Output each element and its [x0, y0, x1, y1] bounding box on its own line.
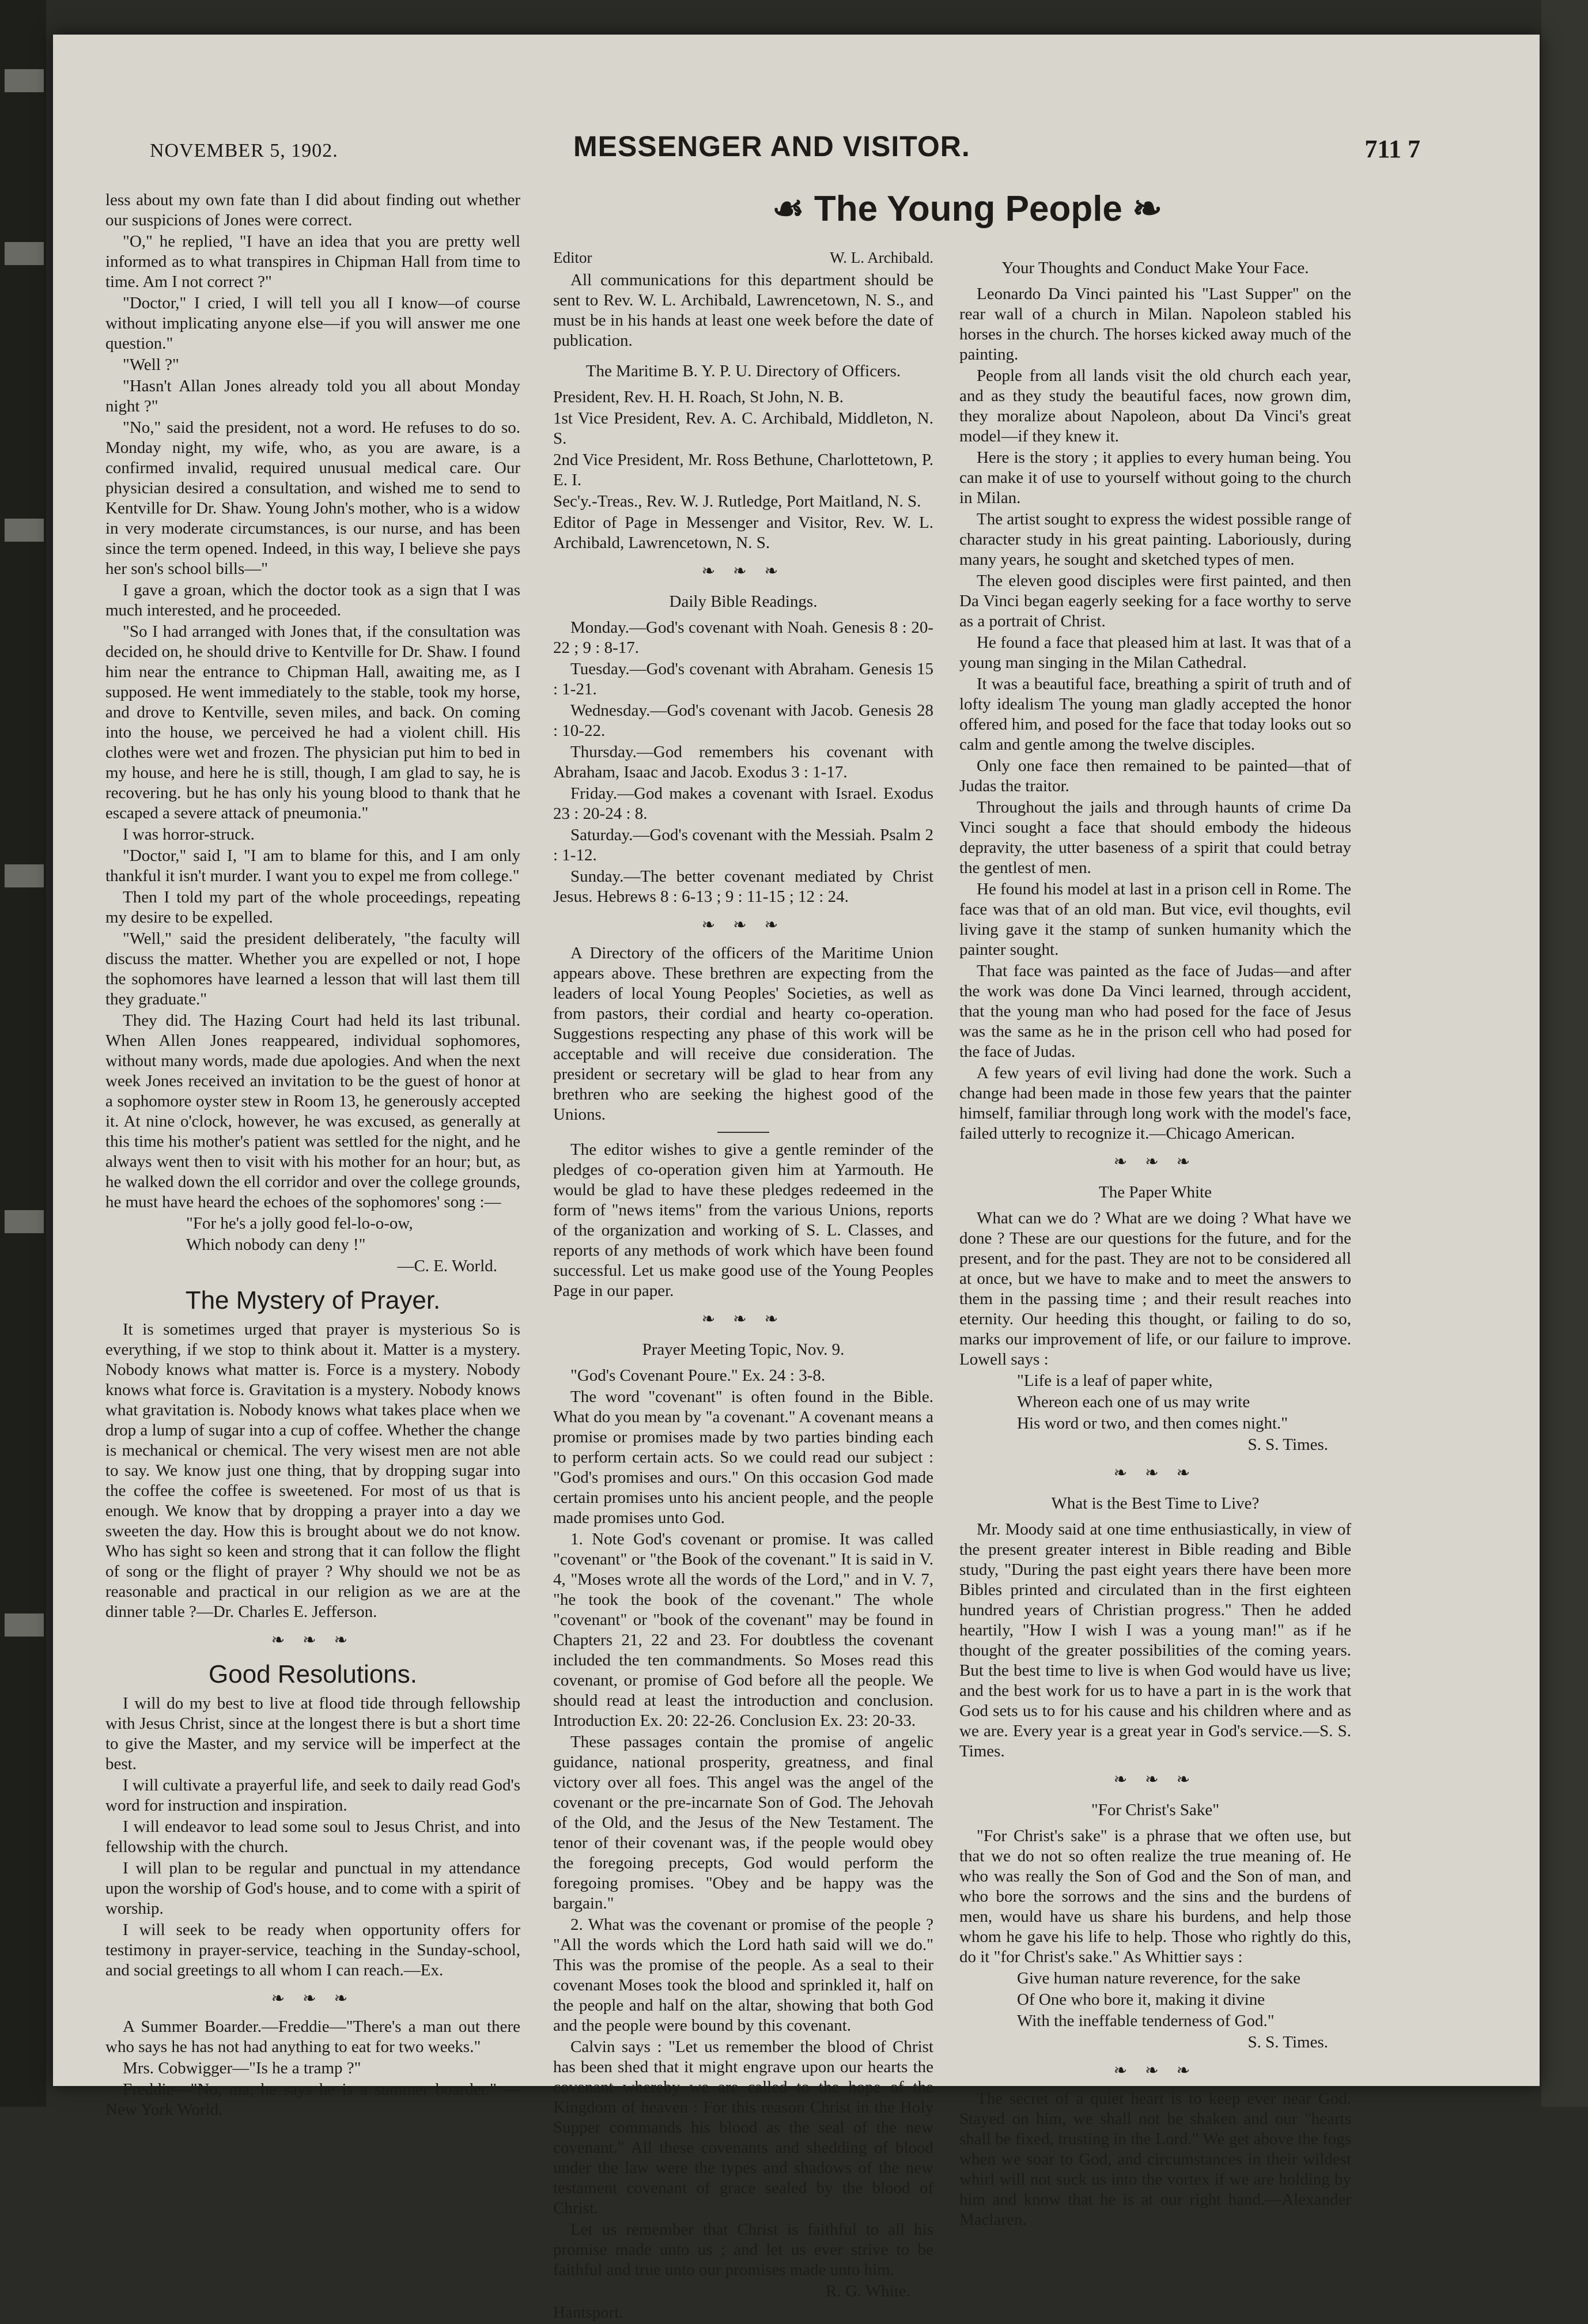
mystery-paragraph: It is sometimes urged that prayer is mysterious So is everything, if we stop to think about it. Matter is a mystery. Nobody knows what matter is. Force is a mystery. Nobody knows what force is. Gravitation is a mystery. Nobody knows what gravitation is. Nobody knows what takes place when we drop a lump of sugar into a cup of coffee. Whether the change is mechanical or chemical. The very wisest men are not able to say. We know just one thing, that by dropping sugar into the coffee the coffee is sweetened. For most of us that is enough. We know that by dropping a prayer into a day we sweeten the day. How this is brought about we do not know. Who has sight so keen and strong that it can follow the flight of song or the flight of prayer ? Why should we not be as reasonable and practical in our religion as we are at the dinner table ?—Dr. Charles E. Jefferson.	[105, 1320, 520, 1621]
live-heading: What is the Best Time to Live?	[1051, 1494, 1260, 1513]
face-paragraph: That face was painted as the face of Judas—and after the work was done Da Vinci learned, through accident, that the young man who had posed for the face of Jesus was the same as he in the prison cell who had posed for the face of Judas.	[959, 962, 1351, 1061]
face-paragraph: It was a beautiful face, breathing a spirit of truth and of lofty idealism The young man gladly accepted the honor offered him, and posed for the face that today looks out so calm and gentle among the twelve disciples.	[959, 675, 1351, 754]
paragraph: "So I had arranged with Jones that, if the consultation was decided on, he should drive to Kentville for Dr. Shaw. I found him near the entrance to Chipman Hall, awaiting me, as I supposed. He went immediately to the stable, took my horse, and drove to Kentville, seven miles, and back. On coming into the house, we perceived he had a violent chill. His clothes were wet and frozen. The physician put him to bed in my house, and here he is still, though, I am glad to say, he is recovering. but he has only his young blood to thank that he escaped a severe attack of pneumonia."	[105, 622, 520, 822]
paragraph: I gave a groan, which the doctor took as a sign that I was much interested, and he proceeded.	[105, 581, 520, 619]
face-paragraph: Throughout the jails and through haunts of crime Da Vinci sought a face that should embody the hideous depravity, the utter baseness of a spirit that could betray the gentlest of men.	[959, 798, 1351, 877]
reading: Wednesday.—God's covenant with Jacob. Genesis 28 : 10-22.	[553, 701, 933, 740]
boarder-paragraph: Freddie—"No, ma, he says he is a summer boarder." —New York World.	[105, 2080, 520, 2119]
sake-paragraph: "For Christ's sake" is a phrase that we often use, but that we do not so often realize the true meaning of. He who was really the Son of God and the Son of man, and who bore the sorrows and the sins and the burdens of men, would have us share his burdens, and help those whom he gave his life to help. Those who rightly do this, do it "for Christ's sake." As Whittier says :	[959, 1827, 1351, 1966]
leaf-ornament-right: ❧	[1132, 189, 1163, 229]
paragraph: "Well ?"	[123, 356, 179, 374]
editor-line	[553, 248, 933, 268]
prayer-paragraph: The word "covenant" is often found in the Bible. What do you mean by "a covenant." A covenant means a promise or promises made by two parties binding each to perform certain acts. So we could read our subject : "God's promises and ours." On this occasion God made certain promises unto his ancient people, and the people made promises unto God.	[553, 1388, 933, 1527]
face-paragraph: The eleven good disciples were first painted, and then Da Vinci began eagerly seeking for a face worthy to serve as a portrait of Christ.	[959, 572, 1351, 630]
page-header	[95, 130, 1420, 170]
reading: Sunday.—The better covenant mediated by Christ Jesus. Hebrews 8 : 6-13 ; 9 : 11-15 ; 12 : 24.	[553, 867, 933, 906]
face-paragraph: He found his model at last in a prison cell in Rome. The face was that of an old man. But vice, evil thoughts, evil living gave it the stamp of sunken humanity which the painter sought.	[959, 880, 1351, 959]
boarder-paragraph: A Summer Boarder.—Freddie—"There's a man out there who says he has not had anything to eat for two weeks."	[105, 2017, 520, 2056]
divider	[717, 1132, 769, 1133]
prayer-topic-heading: Prayer Meeting Topic, Nov. 9.	[642, 1340, 845, 1359]
face-paragraph: Only one face then remained to be painted—that of Judas the traitor.	[959, 757, 1351, 795]
signature: —C. E. World.	[397, 1257, 497, 1275]
ornament: ❧ ❧ ❧	[1113, 2062, 1197, 2080]
paragraph: "No," said the president, not a word. He refuses to do so. Monday night, my wife, who, as you are aware, is a confirmed invalid, required unusual medical care. Our physician desired a consultation, and wished me to send to Kentville for Dr. Shaw. Young John's mother, who is a widow in very moderate circumstances, is our nurse, and has been since the term opened. Indeed, in this way, I believe she pays her son's school bills—"	[105, 418, 520, 578]
adjacent-page-strip	[0, 0, 46, 2107]
paragraph: "Well," said the president deliberately, "the faculty will discuss the matter. Whether you are expelled or not, I hope the sophomores have learned a lesson that will last them till they graduate."	[105, 929, 520, 1008]
ornament: ❧ ❧ ❧	[1113, 1153, 1197, 1171]
directory-entry: 1st Vice President, Rev. A. C. Archibald, Middleton, N. S.	[553, 409, 933, 448]
leaf-ornament-left: ☙	[772, 189, 804, 229]
directory-entry: President, Rev. H. H. Roach, St John, N. B.	[553, 388, 844, 406]
directory-entry: 2nd Vice President, Mr. Ross Bethune, Charlottetown, P. E. I.	[553, 451, 933, 489]
ornament: ❧ ❧ ❧	[271, 1631, 355, 1649]
editor-label: Editor	[553, 249, 592, 266]
masthead-title: MESSENGER AND VISITOR.	[573, 130, 970, 163]
paragraph: I was horror-struck.	[123, 825, 255, 844]
signature: S. S. Times.	[1247, 2033, 1328, 2051]
paragraph: "O," he replied, "I have an idea that you are pretty well informed as to what transpires in Chipman Hall from time to time. Am I not correct ?"	[105, 232, 520, 291]
reading: Monday.—God's covenant with Noah. Genesis 8 : 20-22 ; 9 : 8-17.	[553, 618, 933, 657]
intro-paragraph: All communications for this department should be sent to Rev. W. L. Archibald, Lawrencetown, N. S., and must be in his hands at least one week before the date of publication.	[553, 271, 933, 350]
prayer-topic-subtitle: "God's Covenant Poure." Ex. 24 : 3-8.	[570, 1366, 826, 1385]
directory-entry: Editor of Page in Messenger and Visitor, Rev. W. L. Archibald, Lawrencetown, N. S.	[553, 513, 933, 552]
mystery-heading: The Mystery of Prayer.	[185, 1286, 441, 1314]
page-number: 711 7	[1364, 135, 1420, 163]
resolution: I will endeavor to lead some soul to Jesus Christ, and into fellowship with the church.	[105, 1817, 520, 1856]
place-name: Hantsport.	[553, 2303, 623, 2322]
prayer-paragraph: 2. What was the covenant or promise of the people ? "All the words which the Lord hath said will we do." This was the promise of the people. As a seal to their covenant Moses took the blood and sprinkled it, half on the people and half on the altar, showing that both God and the people were bound by this covenant.	[553, 1915, 933, 2035]
face-paragraph: Here is the story ; it applies to every human being. You can make it of use to yourself without going to the church in Milan.	[959, 448, 1351, 507]
ornament: ❧ ❧ ❧	[1113, 1771, 1197, 1789]
issue-date: NOVEMBER 5, 1902.	[150, 140, 338, 161]
live-paragraph: Mr. Moody said at one time enthusiastically, in view of the present greater interest in Bible reading and Bible study, "During the past eight years there have been more Bibles printed and circulated than in the first eighteen hundred years of Christian progress." Then he added heartily, "How I wish I was a young man!" as if he thought of the greater possibilities of the coming years. But the best time to live is when God would have us live; and the best work for us to have a part in is the work that God sets us to for his cause and his children where and as we are. Every year is a great year in God's service.—S. S. Times.	[959, 1520, 1351, 1760]
prayer-paragraph: Calvin says : "Let us remember the blood of Christ has been shed that it might engrave upon our hearts the covenant whereby we are called to the hope of the Kingdom of heaven : For this reason Christ in the Holy Supper commands his blood as the seal of the new covenant." All these covenants and shedding of blood under the law were the types and shadows of the new testament covenant of grace sealed by the blood of Christ.	[553, 2038, 933, 2217]
directory-entry: Sec'y.-Treas., Rev. W. J. Rutledge, Port Maitland, N. S.	[553, 492, 921, 511]
ornament: ❧ ❧ ❧	[701, 916, 785, 934]
ornament: ❧ ❧ ❧	[1113, 1464, 1197, 1482]
paragraph: Then I told my part of the whole proceedings, repeating my desire to be expelled.	[105, 888, 520, 927]
reading: Tuesday.—God's covenant with Abraham. Genesis 15 : 1-21.	[553, 660, 933, 698]
reading: Friday.—God makes a covenant with Israel. Exodus 23 : 20-24 : 8.	[553, 784, 933, 823]
resolution: I will plan to be regular and punctual in my attendance upon the worship of God's house, and to come with a spirit of worship.	[105, 1859, 520, 1918]
prayer-paragraph: These passages contain the promise of angelic guidance, national prosperity, greatness, and final victory over all foes. This angel was the angel of the covenant or the pre-incarnate Son of God. The Jehovah of the Old, and the Jesus of the New Testament. The tenor of their covenant was, if the people would obey the foregoing precepts, God would perform the foregoing promises. "Obey and be happy was the bargain."	[553, 1733, 933, 1913]
face-heading: Your Thoughts and Conduct Make Your Face.	[1001, 259, 1309, 277]
prayer-paragraph: Let us remember that Christ is faithful to all his promise made unto us ; and let us ever strive to be faithful and true unto our promises made unto him.	[553, 2220, 933, 2279]
resolution: I will seek to be ready when opportunity offers for testimony in prayer-service, teaching in the Sunday-school, and social greetings to all whom I can reach.—Ex.	[105, 1921, 520, 1979]
sake-heading: "For Christ's Sake"	[1091, 1801, 1220, 1819]
boarder-paragraph: Mrs. Cobwigger—"Is he a tramp ?"	[123, 2059, 361, 2077]
pledge-note: The editor wishes to give a gentle reminder of the pledges of co-operation given him at Yarmouth. He would be glad to have these pledges redeemed in the form of "news items" from the various Unions, reports of the organization and working of S. L. Classes, and reports of any methods of work which have been found successful. Let us make good use of the Young Peoples Page in our paper.	[553, 1140, 933, 1300]
signature: R. G. White.	[826, 2282, 910, 2300]
verse-line: His word or two, and then comes night."	[1017, 1414, 1288, 1433]
verse-line: Which nobody can deny !"	[186, 1235, 366, 1254]
young-people-heading	[772, 187, 1162, 229]
face-paragraph: The artist sought to express the widest possible range of character study in his great painting. Laboriously, during many years, he sought and sketched types of men.	[959, 510, 1351, 569]
resolution: I will do my best to live at flood tide through fellowship with Jesus Christ, since at the longest there is but a short time to give the Master, and my service will be imperfect at the best.	[105, 1694, 520, 1773]
column-left	[105, 190, 520, 2121]
column-right	[959, 248, 1351, 2231]
editor-name: W. L. Archibald.	[830, 249, 933, 266]
paper-paragraph: What can we do ? What are we doing ? What have we done ? These are our questions for the future, and for the present, and for the past. They are not to be considered all at once, but we have to make and to meet the answers to them in the passing time ; and their result reaches into eternity. Our heeding this thought, or failing to do so, marks our improvement of life, or our failure to improve. Lowell says :	[959, 1209, 1351, 1369]
resolution: I will cultivate a prayerful life, and seek to daily read God's word for instruction and inspiration.	[105, 1776, 520, 1815]
ornament: ❧ ❧ ❧	[701, 1310, 785, 1328]
scan-edge	[1541, 0, 1588, 2107]
directory-note: A Directory of the officers of the Maritime Union appears above. These brethren are expecting from the leaders of local Young Peoples' Societies, as well as from pastors, their cordial and hearty co-operation. Suggestions respecting any phase of this work will be acceptable and will receive due consideration. The president or secretary will be glad to hear from any brethren who are seeking the highest good of the Unions.	[553, 944, 933, 1124]
verse-line: With the ineffable tenderness of God."	[1017, 2012, 1275, 2030]
verse-line: Whereon each one of us may write	[1017, 1393, 1250, 1411]
verse-line: Give human nature reverence, for the sake	[1017, 1969, 1300, 1987]
column-middle	[553, 248, 933, 2324]
face-paragraph: People from all lands visit the old church each year, and as they study the beautiful faces, now grown dim, they moralize about Napoleon, about Da Vinci's great model—if they knew it.	[959, 366, 1351, 445]
paragraph: "Hasn't Allan Jones already told you all about Monday night ?"	[105, 377, 520, 415]
paragraph: "Doctor," I cried, I will tell you all I know—of course without implicating anyone else—if you will answer me one question."	[105, 294, 520, 353]
prayer-paragraph: 1. Note God's covenant or promise. It was called "covenant" or "the Book of the covenant." It is said in V. 4, "Moses wrote all the words of the Lord," and in V. 7, "he took the book of the covenant." The whole "covenant" or "book of the covenant" may be found in Chapters 21, 22 and 23. For doubtless the covenant included the ten commandments. So Moses read this covenant, or promise of God before all the people. We should read at least the introduction and conclusion. Introduction Ex. 20: 22-26. Conclusion Ex. 23: 20-33.	[553, 1530, 933, 1730]
directory-heading: The Maritime B. Y. P. U. Directory of Officers.	[585, 362, 901, 380]
face-paragraph: A few years of evil living had done the work. Such a change had been made in those few years that the painter himself, familiar through long work with the model's face, failed utterly to recognize it.—Chicago American.	[959, 1064, 1351, 1143]
reading: Thursday.—God remembers his covenant with Abraham, Isaac and Jacob. Exodus 3 : 1-17.	[553, 743, 933, 781]
resolutions-heading: Good Resolutions.	[209, 1660, 417, 1688]
ornament: ❧ ❧ ❧	[271, 1990, 355, 2008]
verse-line: Of One who bore it, making it divine	[1017, 1990, 1265, 2009]
ornament: ❧ ❧ ❧	[701, 562, 785, 580]
paper-heading: The Paper White	[1099, 1183, 1212, 1201]
face-paragraph: He found a face that pleased him at last. It was that of a young man singing in the Milan Cathedral.	[959, 633, 1351, 672]
paragraph: They did. The Hazing Court had held its last tribunal. When Allen Jones reappeared, individual sophomores, without many words, made due apologies. And when the next week Jones received an invitation to be the guest of honor at a sophomore oyster stew in Room 13, he generously accepted it. At nine o'clock, however, he was excused, as generally at this time his mother's patient was settled for the night, and he always went then to visit with his mother for an hour; but, as he walked down the ell corridor and over the college grounds, he must have heard the echoes of the sophomores' song :—	[105, 1011, 520, 1211]
secret-paragraph: The secret of a quiet heart is to keep ever near God. Stayed on him, we shall not be shaken and our "hearts shall be fixed, trusting in the Lord." We get above the fogs when we soar to God, and circumstances in their wildest whirl will not suck us into the vortex if we are holding by him and know that he is at our right hand.—Alexander Maclaren.	[959, 2089, 1351, 2229]
signature: S. S. Times.	[1247, 1435, 1328, 1454]
section-title: The Young People	[814, 189, 1122, 229]
paragraph: "Doctor," said I, "I am to blame for this, and I am only thankful it isn't murder. I want you to expel me from college."	[105, 847, 520, 885]
readings-heading: Daily Bible Readings.	[669, 592, 818, 611]
verse-line: "For he's a jolly good fel-lo-o-ow,	[186, 1214, 413, 1233]
face-paragraph: Leonardo Da Vinci painted his "Last Supper" on the rear wall of a church in Milan. Napoleon stabled his horses in the church. The horses kicked away much of the painting.	[959, 285, 1351, 364]
verse-line: "Life is a leaf of paper white,	[1017, 1371, 1213, 1390]
paragraph: less about my own fate than I did about finding out whether our suspicions of Jones were correct.	[105, 191, 520, 229]
reading: Saturday.—God's covenant with the Messiah. Psalm 2 : 1-12.	[553, 826, 933, 864]
